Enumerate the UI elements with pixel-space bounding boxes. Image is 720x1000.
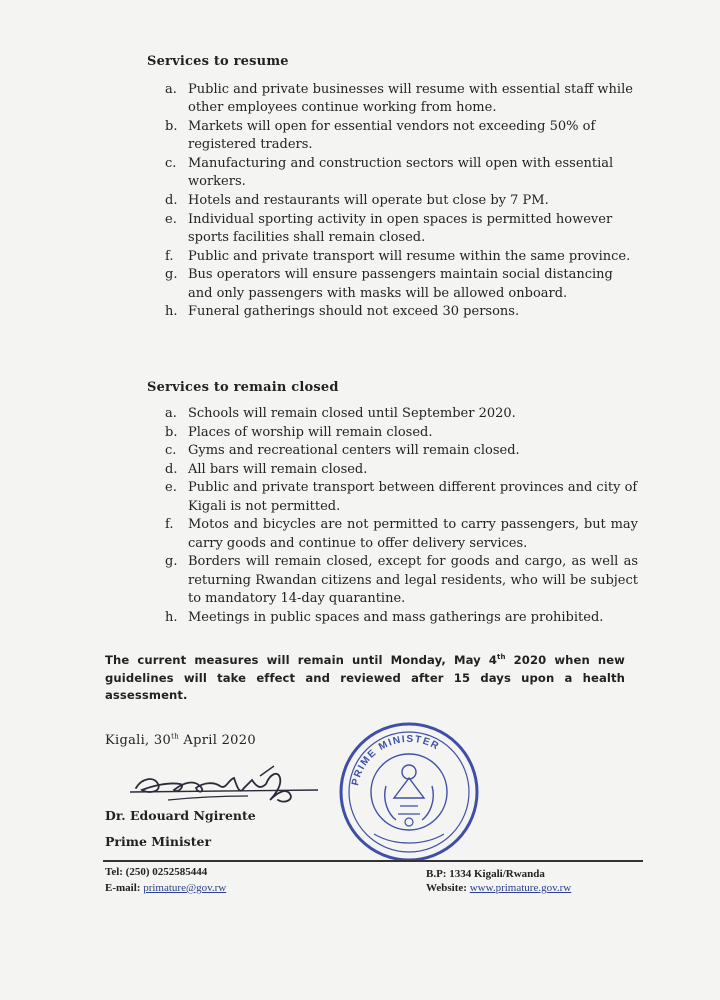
list-item-marker: e. — [165, 211, 177, 227]
footer-email-link[interactable]: primature@gov.rw — [143, 882, 227, 894]
list-item-text: Places of worship will remain closed. — [188, 424, 433, 440]
list-item-text: Motos and bicycles are not permitted to carry passengers, but may carry goods and continue to offer delivery services. — [188, 517, 638, 551]
footer-website-link[interactable]: www.primature.gov.rw — [469, 882, 572, 894]
list-item — [163, 266, 638, 303]
list-item-text: Funeral gatherings should not exceed 30 persons. — [188, 304, 520, 320]
list-item-marker: d. — [165, 193, 178, 208]
list-item-text: Borders will remain closed, except for goods and cargo, as well as returning Rwandan citizens and legal residents, who will be subject to mandatory 14-day quarantine. — [188, 554, 638, 607]
list-item — [163, 118, 638, 155]
list-item-text: Individual sporting activity in open spaces is permitted however sports facilities shall remain closed. — [188, 211, 613, 245]
list-item-text: Public and private transport will resume within the same province. — [188, 248, 631, 264]
place-date-sup: th — [171, 732, 179, 741]
list-item — [163, 192, 638, 210]
list-item-marker: h. — [165, 304, 178, 320]
closed-list — [163, 405, 638, 627]
notice-text-before: The current measures will remain until Monday, May 4 — [105, 653, 498, 667]
notice-sup: th — [497, 653, 506, 662]
seal-text: PRIME MINISTER — [350, 733, 442, 787]
list-item — [163, 248, 638, 266]
list-item-marker: d. — [165, 461, 178, 477]
list-item-text: Markets will open for essential vendors not exceeding 50% of registered traders. — [188, 119, 596, 153]
list-item-marker: a. — [165, 406, 177, 421]
section-title-closed: Services to remain closed — [147, 380, 339, 395]
place-date — [105, 733, 256, 748]
list-item — [163, 461, 638, 479]
signer-title: Prime Minister — [105, 834, 212, 849]
list-item-text: Public and private businesses will resume with essential staff while other employees continue working from home. — [188, 82, 633, 116]
list-item — [163, 424, 638, 442]
footer-divider — [103, 860, 643, 862]
list-item — [163, 155, 638, 192]
prime-minister-seal-image — [334, 716, 484, 864]
list-item-text: Gyms and recreational centers will remain closed. — [188, 443, 520, 459]
place-date-after: April 2020 — [179, 733, 256, 748]
list-item — [163, 81, 638, 118]
list-item-text: Manufacturing and construction sectors will open with essential workers. — [188, 156, 614, 190]
footer-website-label: Website: — [426, 882, 470, 894]
list-item-text: Schools will remain closed until September 2020. — [188, 406, 516, 421]
list-item-marker: g. — [165, 554, 178, 570]
list-item — [163, 479, 638, 516]
list-item-marker: c. — [165, 156, 177, 171]
footer-email-row — [105, 882, 226, 894]
list-item — [163, 303, 638, 321]
list-item-text: Bus operators will ensure passengers maintain social distancing and only passengers with masks will be allowed onboard. — [188, 267, 613, 301]
footer-bp: B.P: 1334 Kigali/Rwanda — [426, 868, 545, 880]
signer-name: Dr. Edouard Ngirente — [105, 808, 256, 823]
list-item-marker: g. — [165, 267, 178, 283]
list-item-text: Meetings in public spaces and mass gatherings are prohibited. — [188, 609, 604, 625]
footer-website-row — [426, 882, 571, 894]
place-date-before: Kigali, 30 — [105, 733, 172, 748]
footer-tel: Tel: (250) 0252585444 — [105, 866, 208, 878]
resume-list — [163, 81, 638, 322]
list-item — [163, 442, 638, 460]
list-item — [163, 609, 638, 627]
list-item-marker: f. — [165, 248, 174, 264]
list-item-marker: b. — [165, 119, 178, 134]
list-item-marker: h. — [165, 609, 178, 625]
list-item-text: Public and private transport between different provinces and city of Kigali is not permitted. — [188, 480, 638, 514]
notice-paragraph — [105, 652, 625, 705]
list-item-marker: a. — [165, 82, 177, 97]
notice-text-after: 2020 when new guidelines will take effect and reviewed after 15 days upon a health assessment. — [105, 653, 625, 702]
list-item-marker: c. — [165, 443, 177, 459]
list-item-marker: f. — [165, 517, 174, 533]
list-item — [163, 405, 638, 423]
list-item — [163, 516, 638, 553]
list-item-text: All bars will remain closed. — [188, 461, 368, 477]
list-item-text: Hotels and restaurants will operate but close by 7 PM. — [188, 193, 549, 208]
footer-email-label: E-mail: — [105, 882, 144, 894]
list-item-marker: e. — [165, 480, 177, 496]
list-item — [163, 211, 638, 248]
list-item — [163, 553, 638, 608]
signature-image — [128, 760, 323, 812]
section-title-resume: Services to resume — [147, 54, 289, 69]
list-item-marker: b. — [165, 424, 178, 440]
